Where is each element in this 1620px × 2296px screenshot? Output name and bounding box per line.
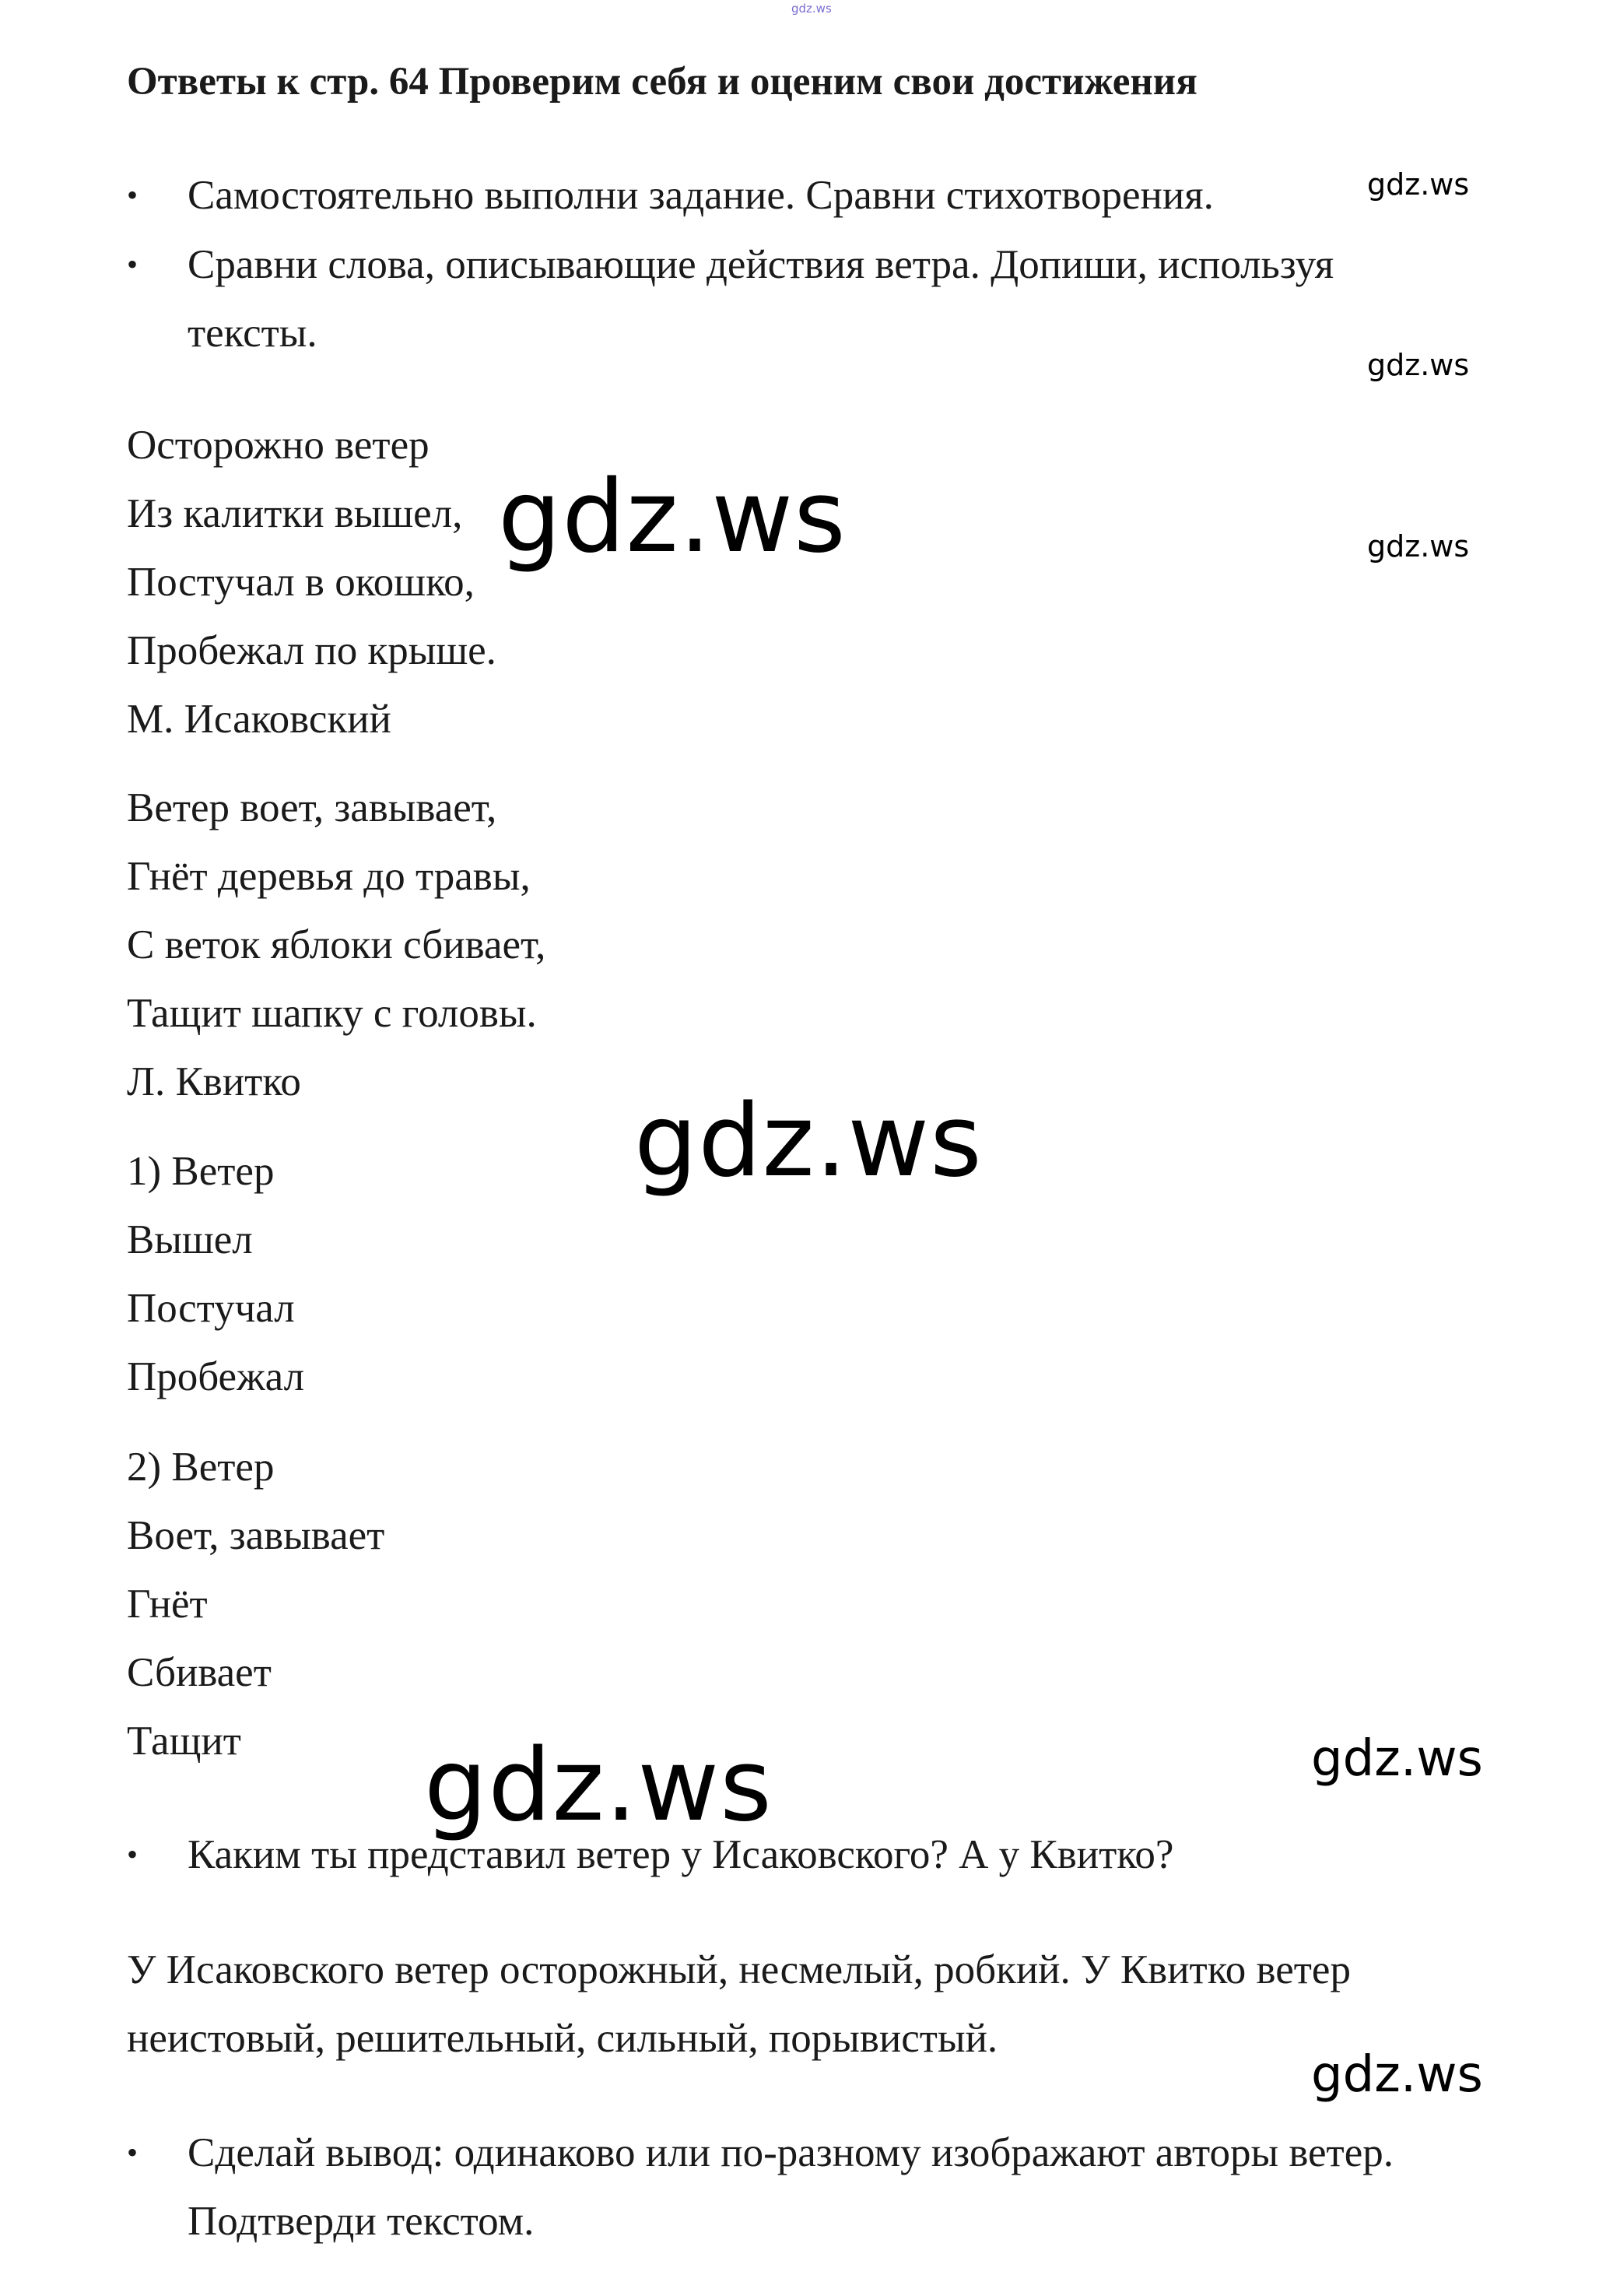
answer-2-heading: 2) Ветер [127,1445,275,1490]
watermark-top: gdz.ws [791,2,832,16]
task-2-text: Сравни слова, описывающие действия ветра. Допиши, используя тексты. [188,242,1334,356]
answer-1-word-2: Постучал [127,1286,295,1331]
task-3-text: Каким ты представил ветер у Исаковского? А у Квитко? [188,1832,1174,1877]
answer-1-word-1: Вышел [127,1217,253,1262]
poem-1-author: М. Исаковский [127,697,391,742]
task-item-3 [127,1820,1512,1889]
task-item-1 [127,161,1512,230]
poem-2-author: Л. Квитко [127,1059,301,1104]
watermark-large-3: gdz.ws [424,1728,773,1844]
task-4-text: Сделай вывод: одинаково или по-разному изображают авторы ветер. Подтверди текстом. [188,2130,1394,2244]
watermark-small-2: gdz.ws [1367,348,1470,382]
poem-1-line-1: Осторожно ветер [127,423,430,468]
task-1-text: Самостоятельно выполни задание. Сравни стихотворения. [188,173,1214,218]
answer-3-text: У Исаковского ветер осторожный, несмелый, робкий. У Квитко ветер неистовый, решительный, сильный, порывистый. [127,1947,1351,2061]
answer-2-word-4: Тащит [127,1718,241,1764]
poem-2-line-1: Ветер воет, завывает, [127,785,497,830]
watermark-medium-2: gdz.ws [1311,2046,1483,2104]
answer-2-word-1: Воет, завывает [127,1513,385,1558]
page-title: Ответы к стр. 64 Проверим себя и оценим свои достижения [127,60,1197,104]
task-item-4 [127,2119,1450,2256]
watermark-medium-1: gdz.ws [1311,1730,1483,1788]
answer-1-word-3: Пробежал [127,1354,305,1399]
bullet-icon: • [127,2135,139,2170]
answer-2-word-3: Сбивает [127,1650,272,1695]
watermark-small-3: gdz.ws [1367,529,1470,563]
watermark-small-1: gdz.ws [1367,167,1470,202]
poem-2-line-3: С веток яблоки сбивает, [127,922,546,967]
poem-2-line-4: Тащит шапку с головы. [127,991,537,1036]
poem-2-line-2: Гнёт деревья до травы, [127,854,531,899]
bullet-icon: • [127,1837,139,1872]
poem-1-line-2: Из калитки вышел, [127,491,463,536]
bullet-icon: • [127,177,139,212]
poem-1-line-3: Постучал в окошко, [127,560,475,605]
answer-2-word-2: Гнёт [127,1582,208,1627]
poem-1-line-4: Пробежал по крыше. [127,628,496,673]
watermark-large-2: gdz.ws [634,1083,983,1199]
answer-1-heading: 1) Ветер [127,1149,275,1194]
bullet-icon: • [127,247,139,282]
task-item-2 [127,230,1473,367]
watermark-large-1: gdz.ws [498,459,847,575]
